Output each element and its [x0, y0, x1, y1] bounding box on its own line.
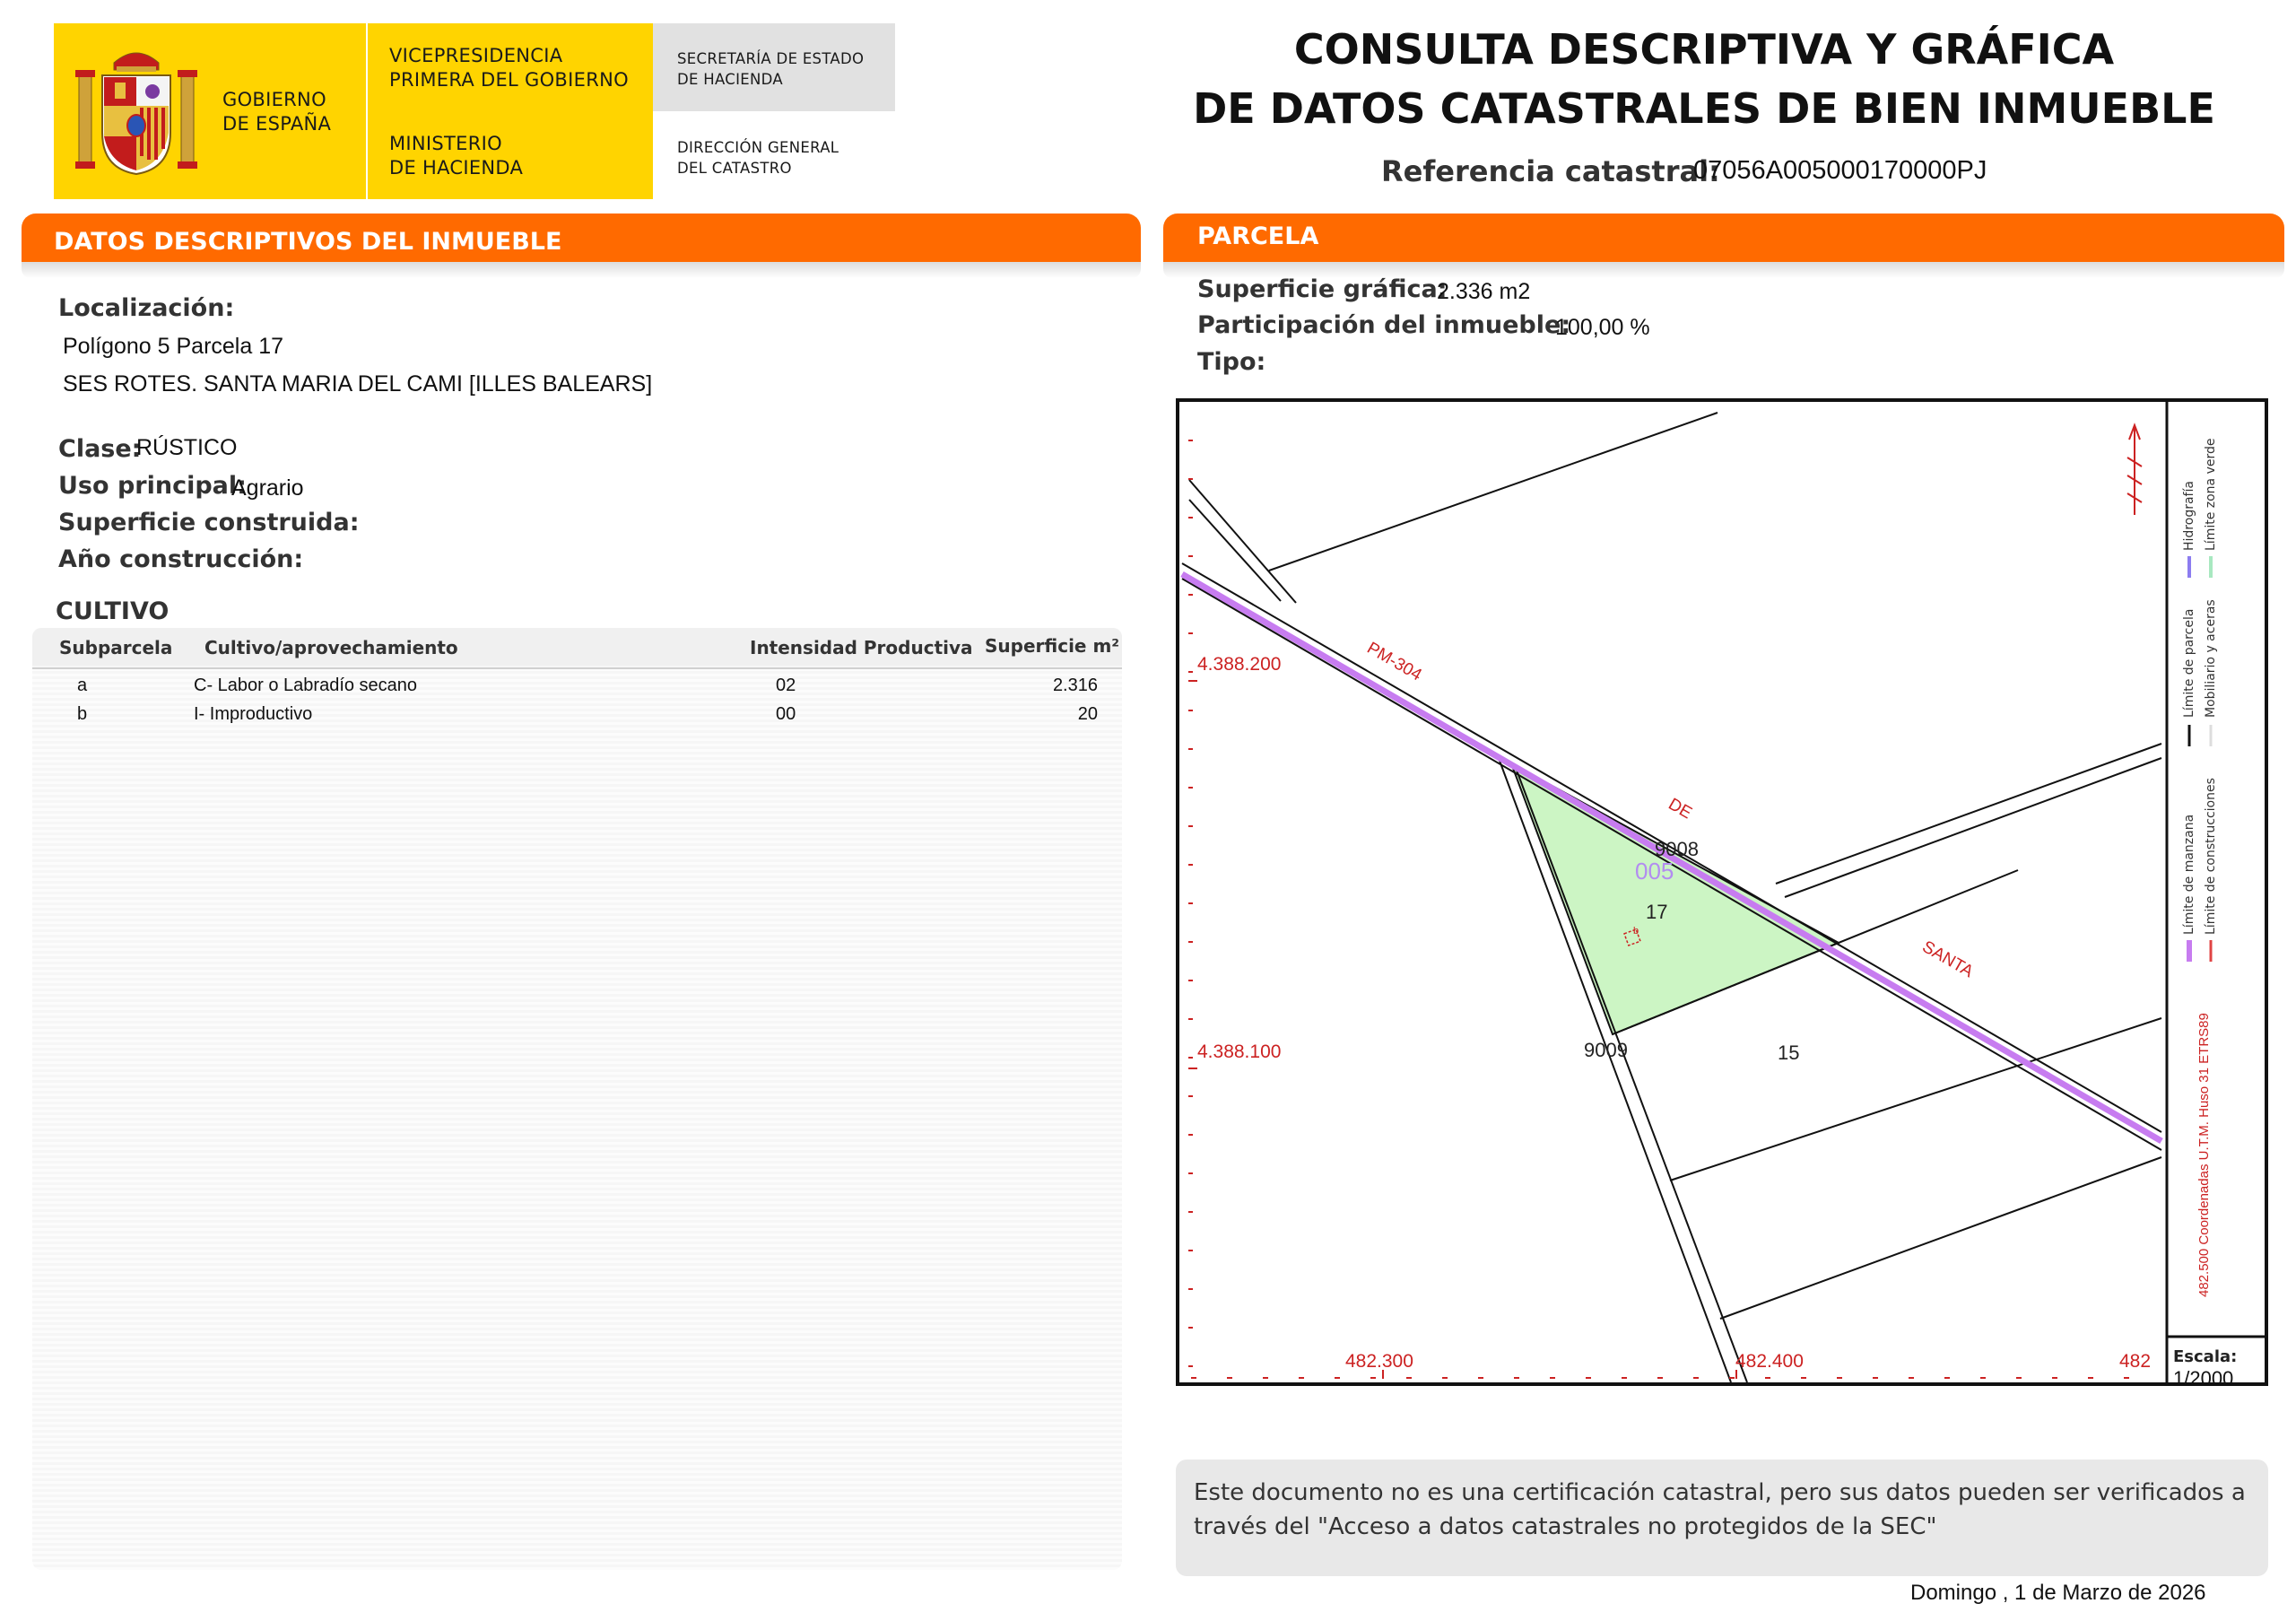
sup-grafica-label: Superficie gráfica:	[1197, 275, 1448, 303]
sec-line2: DE HACIENDA	[677, 71, 783, 88]
document-title-line1: CONSULTA DESCRIPTIVA Y GRÁFICA	[1293, 25, 2115, 74]
vice-line2: PRIMERA DEL GOBIERNO	[389, 69, 629, 91]
parcela-header	[1163, 214, 2284, 266]
col-subparcela: Subparcela	[59, 637, 173, 658]
legend-construcciones: Límite de construcciones	[2204, 778, 2218, 935]
parcel-label-9009: 9009	[1584, 1039, 1628, 1061]
gov-line2: DE ESPAÑA	[222, 113, 332, 135]
row-a-superficie: 2.316	[1052, 675, 1098, 695]
north-arrow-icon	[2127, 425, 2142, 515]
parcel-label-17: 17	[1646, 901, 1668, 923]
road-label-pm304: PM-304	[1363, 639, 1425, 685]
table-row	[32, 671, 1122, 700]
tipo-label: Tipo:	[1197, 348, 1266, 376]
sec-line1: SECRETARÍA DE ESTADO	[677, 50, 865, 67]
row-b-subparcela: b	[77, 704, 88, 724]
subparcel-label-b: b	[1633, 926, 1639, 937]
uso-value: Agrario	[231, 475, 304, 501]
row-a-intensidad: 02	[776, 675, 796, 695]
escala-label: Escala:	[2173, 1347, 2238, 1366]
table-header-divider	[32, 667, 1122, 669]
min-line2: DE HACIENDA	[389, 157, 524, 179]
sup-construida-label: Superficie construida:	[58, 509, 360, 536]
row-a-subparcela: a	[77, 675, 88, 695]
footer-date: Domingo , 1 de Marzo de 2026	[1910, 1581, 2206, 1605]
map-drawing	[1179, 402, 2265, 1382]
road-label-santa: SANTA	[1918, 937, 1977, 982]
row-b-intensidad: 00	[776, 704, 796, 724]
coord-y-bottom: 4.388.100	[1197, 1041, 1282, 1062]
legend-crs: 482.500 Coordenadas U.T.M. Huso 31 ETRS89	[2196, 1013, 2212, 1297]
location-line1: Polígono 5 Parcela 17	[63, 334, 284, 359]
escala-value: 1/2000	[2173, 1367, 2234, 1390]
clase-label: Clase:	[58, 435, 142, 463]
polygon-label-005: 005	[1635, 858, 1674, 885]
sup-grafica-value: 2.336 m2	[1437, 279, 1531, 304]
disclaimer-text: Este documento no es una certificación catastral, pero sus datos pueden ser verificados a través del "Acceso a datos catastrales no protegidos de la SEC"	[1194, 1479, 2246, 1540]
col-cultivo: Cultivo/aprovechamiento	[204, 637, 458, 658]
gov-line1: GOBIERNO	[222, 89, 326, 110]
uso-label: Uso principal:	[58, 472, 247, 500]
coord-x-1: 482.300	[1345, 1351, 1413, 1372]
legend-zona-verde: Límite zona verde	[2204, 438, 2218, 551]
legend-mobiliario: Mobiliario y aceras	[2204, 599, 2218, 718]
anio-label: Año construcción:	[58, 545, 304, 573]
cadastral-map[interactable]	[1176, 398, 2268, 1390]
coord-x-2: 482.400	[1735, 1351, 1804, 1372]
min-line1: MINISTERIO	[389, 133, 502, 154]
row-b-cultivo: I- Improductivo	[194, 704, 313, 724]
location-label: Localización:	[58, 294, 235, 322]
ref-value: 07056A005000170000PJ	[1693, 156, 1987, 185]
table-row	[32, 700, 1122, 728]
dir-line2: DEL CATASTRO	[677, 160, 792, 177]
participacion-label: Participación del inmueble:	[1197, 311, 1571, 339]
row-b-superficie: 20	[1077, 704, 1098, 724]
coat-of-arms-icon	[74, 43, 199, 178]
road-label-de: DE	[1665, 795, 1695, 824]
parcela-heading: PARCELA	[1197, 222, 1319, 250]
parcel-label-9008: 9008	[1655, 838, 1699, 860]
col-intensidad: Intensidad Productiva	[750, 637, 973, 658]
document-title-line2: DE DATOS CATASTRALES DE BIEN INMUEBLE	[1193, 84, 2215, 133]
legend-parcela: Límite de parcela	[2182, 608, 2196, 718]
descriptive-header	[22, 214, 1141, 266]
clase-value: RÚSTICO	[136, 435, 238, 460]
legend-hidrografia: Hidrografía	[2182, 481, 2196, 551]
logo-divider	[366, 23, 368, 199]
ref-label: Referencia catastral:	[1381, 154, 1720, 188]
legend-manzana: Límite de manzana	[2182, 814, 2196, 935]
vice-line1: VICEPRESIDENCIA	[389, 45, 563, 66]
dir-line1: DIRECCIÓN GENERAL	[677, 139, 839, 156]
cultivo-heading: CULTIVO	[56, 597, 170, 625]
descriptive-header-shadow	[22, 262, 1141, 278]
location-line2: SES ROTES. SANTA MARIA DEL CAMI [ILLES BALEARS]	[63, 371, 653, 397]
cultivo-table	[32, 628, 1122, 1570]
coord-y-top: 4.388.200	[1197, 654, 1282, 675]
coord-x-3: 482	[2119, 1351, 2152, 1372]
participacion-value: 100,00 %	[1555, 315, 1650, 340]
row-a-cultivo: C- Labor o Labradío secano	[194, 675, 418, 695]
col-superficie: Superficie m²	[985, 635, 1120, 657]
descriptive-heading: DATOS DESCRIPTIVOS DEL INMUEBLE	[54, 228, 562, 256]
parcel-label-15: 15	[1778, 1041, 1800, 1064]
